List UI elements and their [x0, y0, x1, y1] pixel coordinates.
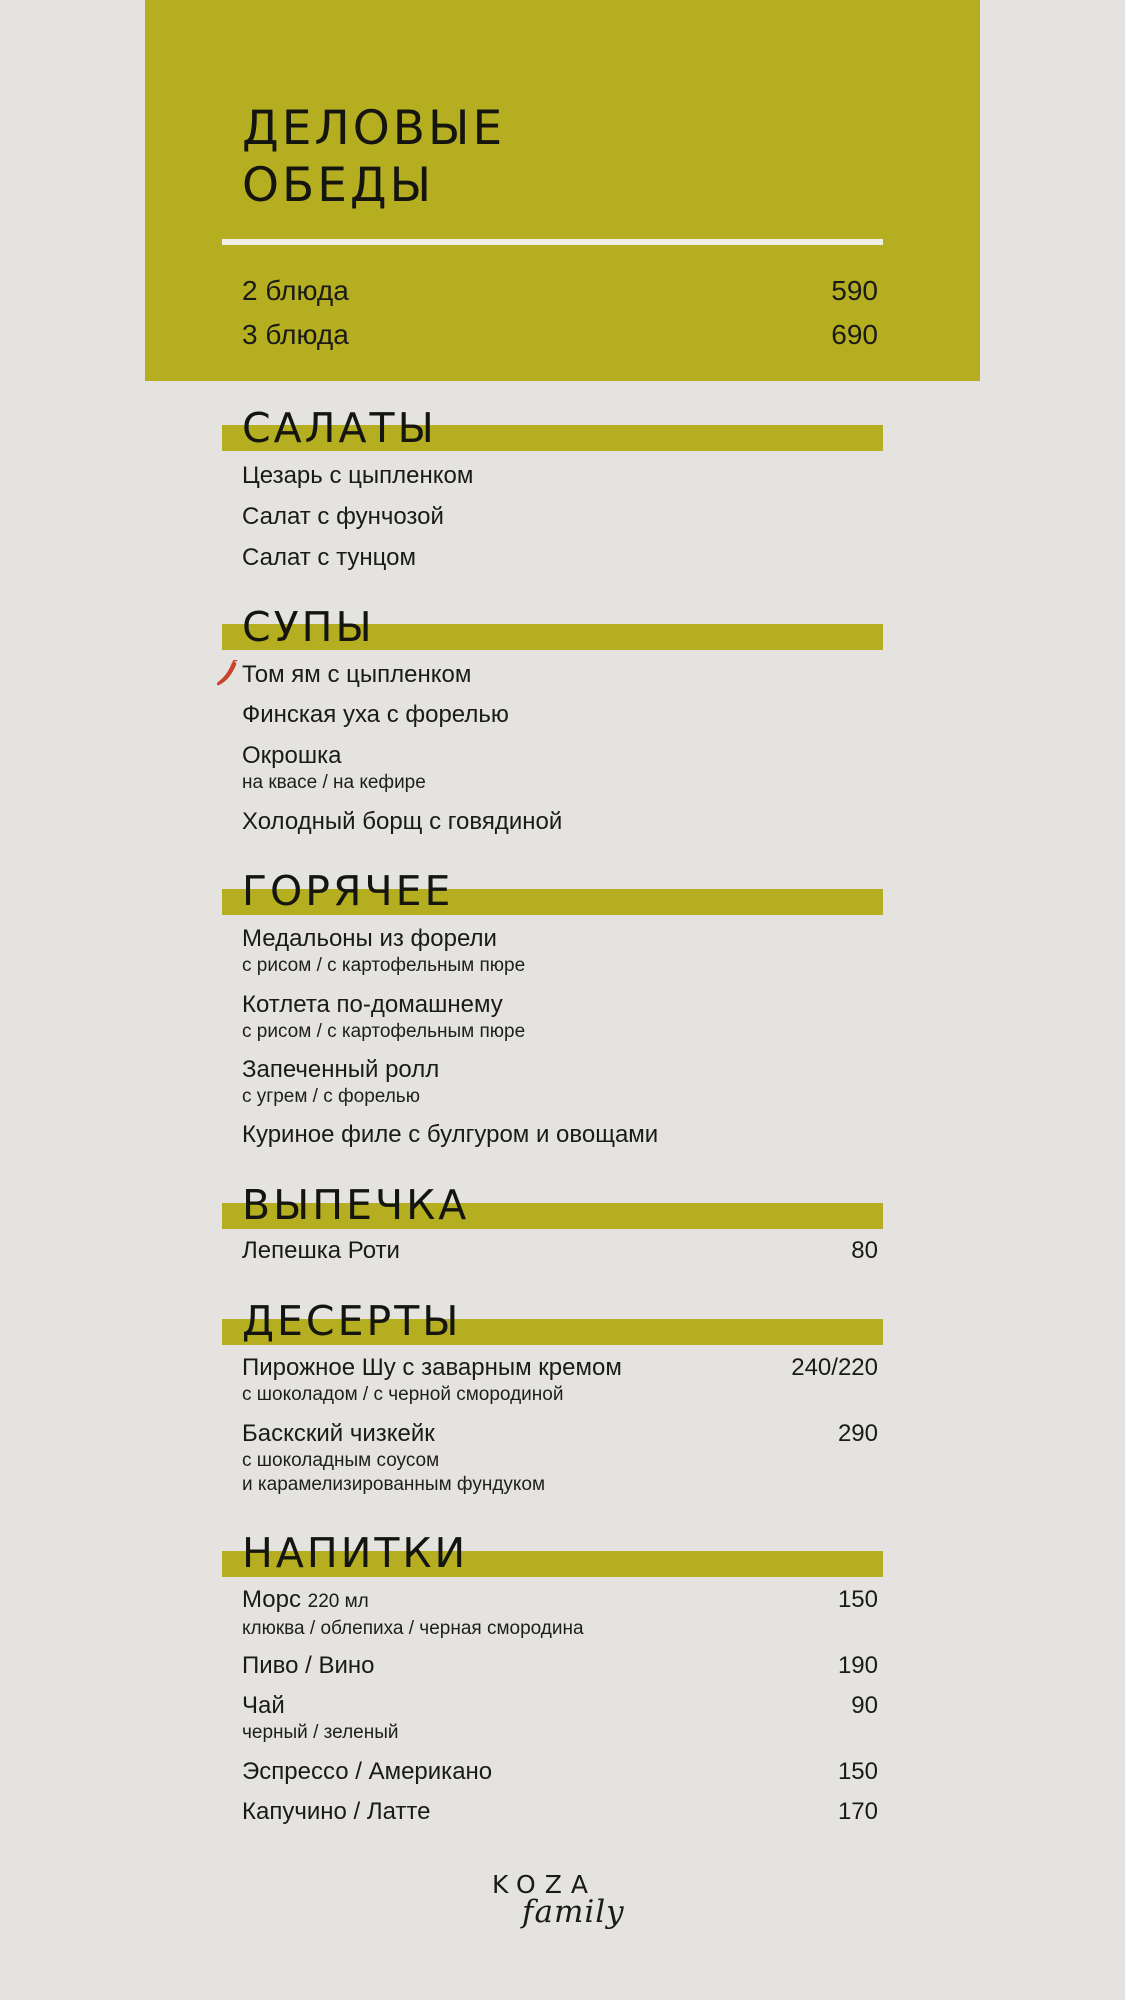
- lunch-option-price: 690: [831, 319, 878, 350]
- item-description: клюква / облепиха / черная смородина: [242, 1618, 584, 1639]
- item-name-with-volume: [242, 1585, 369, 1617]
- item-description: с рисом / с картофельным пюре: [242, 955, 526, 976]
- title-line-1: ДЕЛОВЫЕ: [242, 101, 506, 156]
- menu-item: [242, 660, 878, 690]
- menu-item: [242, 502, 878, 532]
- item-price: 150: [837, 1758, 878, 1785]
- menu-item: [242, 1055, 878, 1109]
- item-description: с шоколадным соусом: [242, 1450, 440, 1471]
- logo-wordmark: KOZA: [492, 1870, 597, 1899]
- item-price: 190: [837, 1652, 878, 1679]
- menu-item: [242, 700, 878, 730]
- item-volume: 220 мл: [307, 1591, 369, 1612]
- menu-item: [242, 1419, 878, 1497]
- menu-item: [242, 924, 878, 978]
- menu-item: [242, 990, 878, 1044]
- item-name: Пиво / Вино: [242, 1652, 375, 1679]
- item-description: с шоколадом / с черной смородиной: [242, 1384, 564, 1405]
- section-title-bakery: ВЫПЕЧКА: [242, 1181, 470, 1229]
- item-price: 290: [837, 1420, 878, 1447]
- section-title-desserts: ДЕСЕРТЫ: [242, 1297, 462, 1345]
- menu-item: [242, 1585, 878, 1641]
- lunch-option-label: 3 блюда: [242, 319, 349, 350]
- item-name: Салат с фунчозой: [242, 503, 444, 530]
- item-price: 80: [851, 1237, 878, 1264]
- section-title-salads: САЛАТЫ: [242, 404, 437, 452]
- item-description: с рисом / с картофельным пюре: [242, 1021, 526, 1042]
- item-name: Финская уха с форелью: [242, 701, 509, 728]
- menu-item: [242, 1651, 878, 1681]
- chili-pepper-icon: [216, 660, 238, 686]
- item-price: 170: [837, 1798, 878, 1825]
- section-title-soups: СУПЫ: [242, 603, 375, 651]
- menu-item: [242, 1353, 878, 1407]
- item-name: Цезарь с цыпленком: [242, 462, 474, 489]
- item-name: Куриное филе с булгуром и овощами: [242, 1121, 659, 1148]
- item-name: Котлета по-домашнему: [242, 991, 503, 1018]
- item-name: Лепешка Роти: [242, 1237, 400, 1264]
- item-name: Баскский чизкейк: [242, 1420, 435, 1447]
- item-description: на квасе / на кефире: [242, 772, 426, 793]
- menu-item: [242, 1797, 878, 1827]
- item-name: Эспрессо / Американо: [242, 1758, 493, 1785]
- item-price: 150: [837, 1586, 878, 1613]
- item-name: Пирожное Шу с заварным кремом: [242, 1354, 622, 1381]
- business-lunch-title: [242, 100, 505, 214]
- item-name: Том ям с цыпленком: [242, 661, 472, 688]
- menu-item: [242, 1236, 878, 1266]
- item-name: Морс: [242, 1586, 301, 1613]
- koza-family-logo: [488, 1870, 638, 1940]
- item-description: с угрем / с форелью: [242, 1086, 420, 1107]
- item-name: Капучино / Латте: [242, 1798, 431, 1825]
- lunch-option: [242, 317, 878, 353]
- logo-script: family: [522, 1894, 625, 1930]
- header-divider: [222, 239, 883, 245]
- lunch-option: [242, 273, 878, 309]
- item-name: Запеченный ролл: [242, 1056, 440, 1083]
- menu-item: [242, 807, 878, 837]
- item-name: Чай: [242, 1692, 285, 1719]
- menu-item: [242, 461, 878, 491]
- menu-item: [242, 1120, 878, 1150]
- section-title-hot: ГОРЯЧЕЕ: [242, 867, 454, 915]
- title-line-2: ОБЕДЫ: [242, 158, 435, 213]
- item-name: Салат с тунцом: [242, 544, 416, 571]
- section-title-drinks: НАПИТКИ: [242, 1529, 469, 1577]
- item-description: и карамелизированным фундуком: [242, 1474, 546, 1495]
- item-price: 90: [851, 1692, 878, 1719]
- menu-item: [242, 543, 878, 573]
- menu-item: [242, 741, 878, 795]
- item-name: Холодный борщ с говядиной: [242, 808, 563, 835]
- item-description: черный / зеленый: [242, 1722, 399, 1743]
- menu-item: [242, 1757, 878, 1787]
- item-name: Окрошка: [242, 742, 342, 769]
- lunch-option-price: 590: [831, 275, 878, 306]
- item-price: 240/220: [791, 1354, 878, 1381]
- lunch-option-label: 2 блюда: [242, 275, 349, 306]
- item-name: Медальоны из форели: [242, 925, 497, 952]
- menu-item: [242, 1691, 878, 1745]
